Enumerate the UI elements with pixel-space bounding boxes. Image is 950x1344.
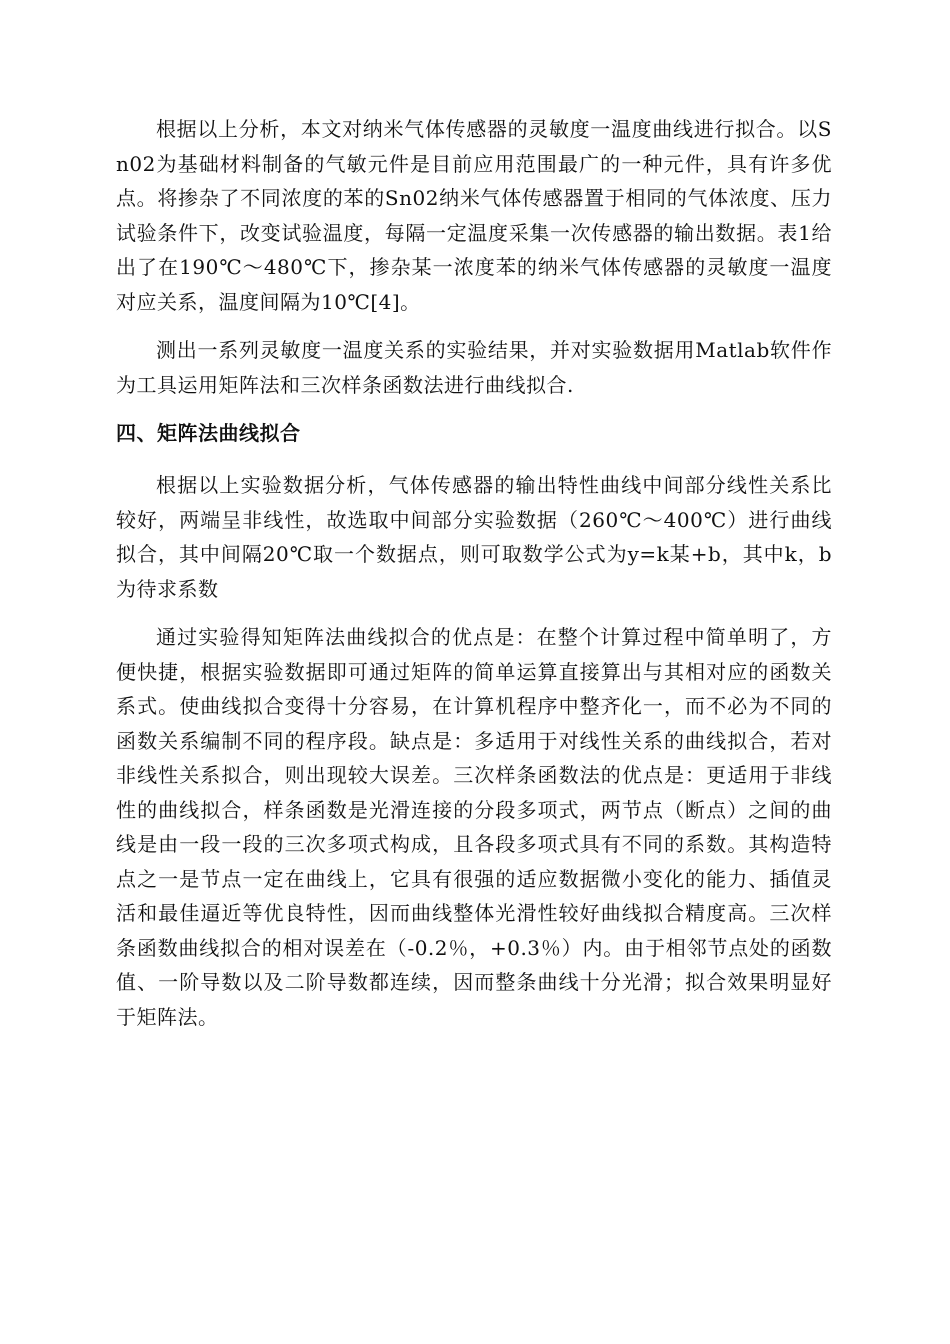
- paragraph-method-comparison: 通过实验得知矩阵法曲线拟合的优点是：在整个计算过程中简单明了，方便快捷，根据实验数据即可通过矩阵的简单运算直接算出与其相对应的函数关系式。使曲线拟合变得十分容易，在计算机程序中整齐化一，而不必为不同的函数关系编制不同的程序段。缺点是：多适用于对线性关系的曲线拟合，若对非线性关系拟合，则出现较大误差。三次样条函数法的优点是：更适用于非线性的曲线拟合，样条函数是光滑连接的分段多项式，两节点（断点）之间的曲线是由一段一段的三次多项式构成，且各段多项式具有不同的系数。其构造特点之一是节点一定在曲线上，它具有很强的适应数据微小变化的能力、插值灵活和最佳逼近等优良特性，因而曲线整体光滑性较好曲线拟合精度高。三次样条函数曲线拟合的相对误差在（-0.2％，+0.3％）内。由于相邻节点处的函数值、一阶导数以及二阶导数都连续，因而整条曲线十分光滑；拟合效果明显好于矩阵法。: [116, 625, 832, 1029]
- paragraph-analysis-intro: 根据以上分析，本文对纳米气体传感器的灵敏度一温度曲线进行拟合。以Sn02为基础材料制备的气敏元件是目前应用范围最广的一种元件，具有许多优点。将掺杂了不同浓度的苯的Sn02纳米气体传感器置于相同的气体浓度、压力试验条件下，改变试验温度，每隔一定温度采集一次传感器的输出数据。表1给出了在190℃～480℃下，掺杂某一浓度苯的纳米气体传感器的灵敏度一温度对应关系，温度间隔为10℃[4]。: [116, 117, 832, 314]
- section-heading: 四、矩阵法曲线拟合: [116, 421, 301, 445]
- paragraph-experiment-results: 测出一系列灵敏度一温度关系的实验结果，并对实验数据用Matlab软件作为工具运用矩阵法和三次样条函数法进行曲线拟合.: [116, 338, 832, 397]
- document-body: [116, 112, 832, 1048]
- paragraph-data-analysis: 根据以上实验数据分析，气体传感器的输出特性曲线中间部分线性关系比较好，两端呈非线性，故选取中间部分实验数据（260℃～400℃）进行曲线拟合，其中间隔20℃取一个数据点，则可取数学公式为y=k某+b，其中k，b为待求系数: [116, 473, 832, 601]
